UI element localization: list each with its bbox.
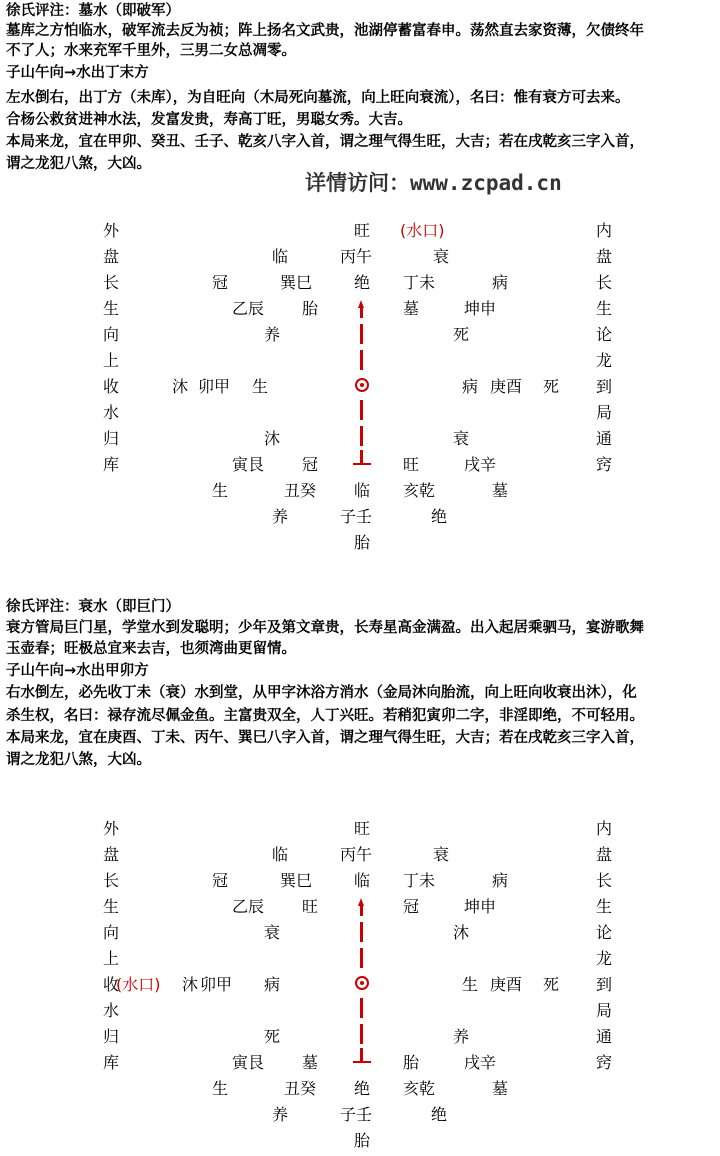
text-line: 右水倒左，必先收丁未（衰）水到堂，从甲字沐浴方消水（金局沐向胎流，向上旺向收衰出沐），化 [6,685,637,701]
stage-label: 死 [543,975,560,994]
direction-label: 戌辛 [464,1053,497,1072]
left-col-char: 生 [103,897,120,916]
axis-line [360,906,363,916]
direction-label: 亥乾 [403,481,436,500]
left-col-char: 生 [103,299,120,318]
right-col-char: 局 [596,403,613,422]
stage-label: 绝 [431,507,448,526]
right-col-char: 通 [596,429,613,448]
left-col-char: 归 [103,1027,120,1046]
text-line: 子山午向→水出甲卯方 [6,663,149,679]
text-line: 墓库之方怕临水，破军流去反为祯；阵上扬名文武贵，池湖停蓄富春申。荡然直去家资薄，欠债终年 [6,23,644,39]
right-col-char: 论 [596,325,613,344]
axis-line [360,350,363,370]
axis-line [360,948,363,968]
right-col-char: 长 [596,871,613,890]
text-line: 玉壶春；旺极总宜来去吉，也须湾曲更留情。 [6,641,296,657]
stage-label: 绝 [354,1079,371,1098]
watermark-url: 详情访问：www.zcpad.cn [305,171,562,195]
top-label: 旺 [354,221,371,240]
stage-label: 旺 [403,455,420,474]
water-outlet-label: (水口) [400,221,445,240]
direction-label: 卯甲 [198,377,231,396]
right-col-char: 内 [596,221,613,240]
stage-label: 临 [354,871,371,890]
right-col-char: 盘 [596,845,613,864]
axis-base-bar [353,463,371,465]
left-col-char: 盘 [103,845,120,864]
right-col-char: 窍 [596,455,613,474]
stage-label: 病 [462,377,479,396]
top-label: 旺 [354,819,371,838]
direction-label: 坤申 [464,897,497,916]
text-line: 本局来龙，宜在庚酉、丁未、丙午、巽巳八字入首，谓之理气得生旺，大吉；若在戌乾亥三字入首， [6,730,644,746]
section2-title: 徐氏评注：衰水（即巨门） [6,599,180,615]
stage-label: 沐 [182,975,199,994]
direction-label: 乙辰 [232,299,265,318]
stage-label: 临 [354,481,371,500]
stage-label: 沐 [172,377,189,396]
left-col-char: 盘 [103,247,120,266]
right-col-char: 生 [596,897,613,916]
stage-label: 衰 [433,845,450,864]
direction-label: 卯甲 [200,975,233,994]
stage-label: 死 [453,325,470,344]
right-col-char: 论 [596,923,613,942]
water-outlet-label: (水口) [116,975,161,994]
stage-label: 墓 [492,481,509,500]
stage-label: 冠 [212,871,229,890]
text-line: 谓之龙犯八煞，大凶。 [6,752,151,768]
stage-label: 死 [543,377,560,396]
stage-label: 绝 [354,273,371,292]
text-line: 谓之龙犯八煞，大凶。 [6,156,151,172]
direction-label: 丙午 [340,845,373,864]
text-line: 子山午向→水出丁末方 [6,65,149,81]
direction-label: 丁未 [403,871,436,890]
direction-label: 庚酉 [490,975,523,994]
up-arrow-icon [358,300,364,308]
stage-label: 生 [462,975,479,994]
right-col-char: 到 [596,377,613,396]
left-col-char: 长 [103,273,120,292]
left-col-char: 外 [103,221,120,240]
direction-label: 子壬 [340,507,373,526]
stage-label: 衰 [264,923,281,942]
direction-label: 丁未 [403,273,436,292]
right-col-char: 盘 [596,247,613,266]
axis-line [360,1048,363,1062]
text-line: 左水倒右，出丁方（未库），为自旺向（木局死向墓流，向上旺向衰流），名曰：惟有衰方可去来。 [6,90,630,106]
stage-label: 沐 [453,923,470,942]
left-col-char: 外 [103,819,120,838]
stage-label: 墓 [302,1053,319,1072]
right-col-char: 到 [596,975,613,994]
axis-line [360,400,363,420]
stage-label: 胎 [403,1053,420,1072]
left-col-char: 水 [103,1001,120,1020]
stage-label: 冠 [302,455,319,474]
left-col-char: 上 [103,949,120,968]
right-col-char: 通 [596,1027,613,1046]
left-col-char: 水 [103,403,120,422]
direction-label: 寅艮 [232,455,265,474]
stage-label: 生 [212,1079,229,1098]
direction-label: 丑癸 [284,1079,317,1098]
stage-label: 衰 [453,429,470,448]
stage-label: 冠 [212,273,229,292]
bottom-label: 胎 [354,1131,371,1150]
section1-title: 徐氏评注：墓水（即破军） [6,3,180,19]
text-line: 杀生权，名曰：禄存流尽佩金鱼。主富贵双全，人丁兴旺。若稍犯寅卯二字，非淫即绝，不可轻用。 [6,708,644,724]
axis-line [360,922,363,942]
axis-line [360,324,363,344]
stage-label: 沐 [264,429,281,448]
right-col-char: 窍 [596,1053,613,1072]
stage-label: 养 [453,1027,470,1046]
text-line: 合杨公救贫进神水法，发富发贵，寿高丁旺，男聪女秀。大吉。 [6,112,412,128]
stage-label: 病 [492,273,509,292]
stage-label: 养 [264,325,281,344]
stage-label: 养 [272,1105,289,1124]
left-col-char: 收 [103,377,120,396]
direction-label: 丙午 [340,247,373,266]
axis-line [360,998,363,1018]
direction-label: 亥乾 [403,1079,436,1098]
axis-line [360,1024,363,1044]
center-dot-icon [360,981,364,985]
axis-line [360,450,363,464]
stage-label: 墓 [492,1079,509,1098]
stage-label: 病 [264,975,281,994]
left-col-char: 归 [103,429,120,448]
direction-label: 乙辰 [232,897,265,916]
axis-base-bar [353,1061,371,1063]
stage-label: 胎 [302,299,319,318]
text-line: 本局来龙，宜在甲卯、癸丑、壬子、乾亥八字入首，谓之理气得生旺，大吉；若在戌乾亥三字入首， [6,134,644,150]
stage-label: 生 [252,377,269,396]
axis-line [360,308,363,318]
text-line: 衰方管局巨门星，学堂水到发聪明；少年及第文章贵，长寿星高金满盈。出入起居乘驷马，宴游歌舞 [6,620,644,636]
direction-label: 戌辛 [464,455,497,474]
bottom-label: 胎 [354,533,371,552]
direction-label: 丑癸 [284,481,317,500]
left-col-char: 长 [103,871,120,890]
center-dot-icon [360,383,364,387]
stage-label: 临 [272,247,289,266]
direction-label: 子壬 [340,1105,373,1124]
left-col-char: 库 [103,1053,120,1072]
right-col-char: 生 [596,299,613,318]
stage-label: 临 [272,845,289,864]
stage-label: 绝 [431,1105,448,1124]
stage-label: 生 [212,481,229,500]
stage-label: 衰 [433,247,450,266]
left-col-char: 库 [103,455,120,474]
direction-label: 巽巳 [280,871,313,890]
stage-label: 墓 [403,299,420,318]
axis-line [360,426,363,446]
right-col-char: 龙 [596,949,613,968]
direction-label: 寅艮 [232,1053,265,1072]
stage-label: 养 [272,507,289,526]
direction-label: 坤申 [464,299,497,318]
left-col-char: 上 [103,351,120,370]
right-col-char: 龙 [596,351,613,370]
up-arrow-icon [358,898,364,906]
left-col-char: 收 [103,975,120,994]
left-col-char: 向 [103,923,120,942]
stage-label: 病 [492,871,509,890]
direction-label: 庚酉 [490,377,523,396]
left-col-char: 向 [103,325,120,344]
stage-label: 死 [264,1027,281,1046]
stage-label: 冠 [403,897,420,916]
direction-label: 巽巳 [280,273,313,292]
right-col-char: 长 [596,273,613,292]
stage-label: 旺 [302,897,319,916]
right-col-char: 内 [596,819,613,838]
text-line: 不了人；水来充军千里外，三男二女总凋零。 [6,43,296,59]
right-col-char: 局 [596,1001,613,1020]
